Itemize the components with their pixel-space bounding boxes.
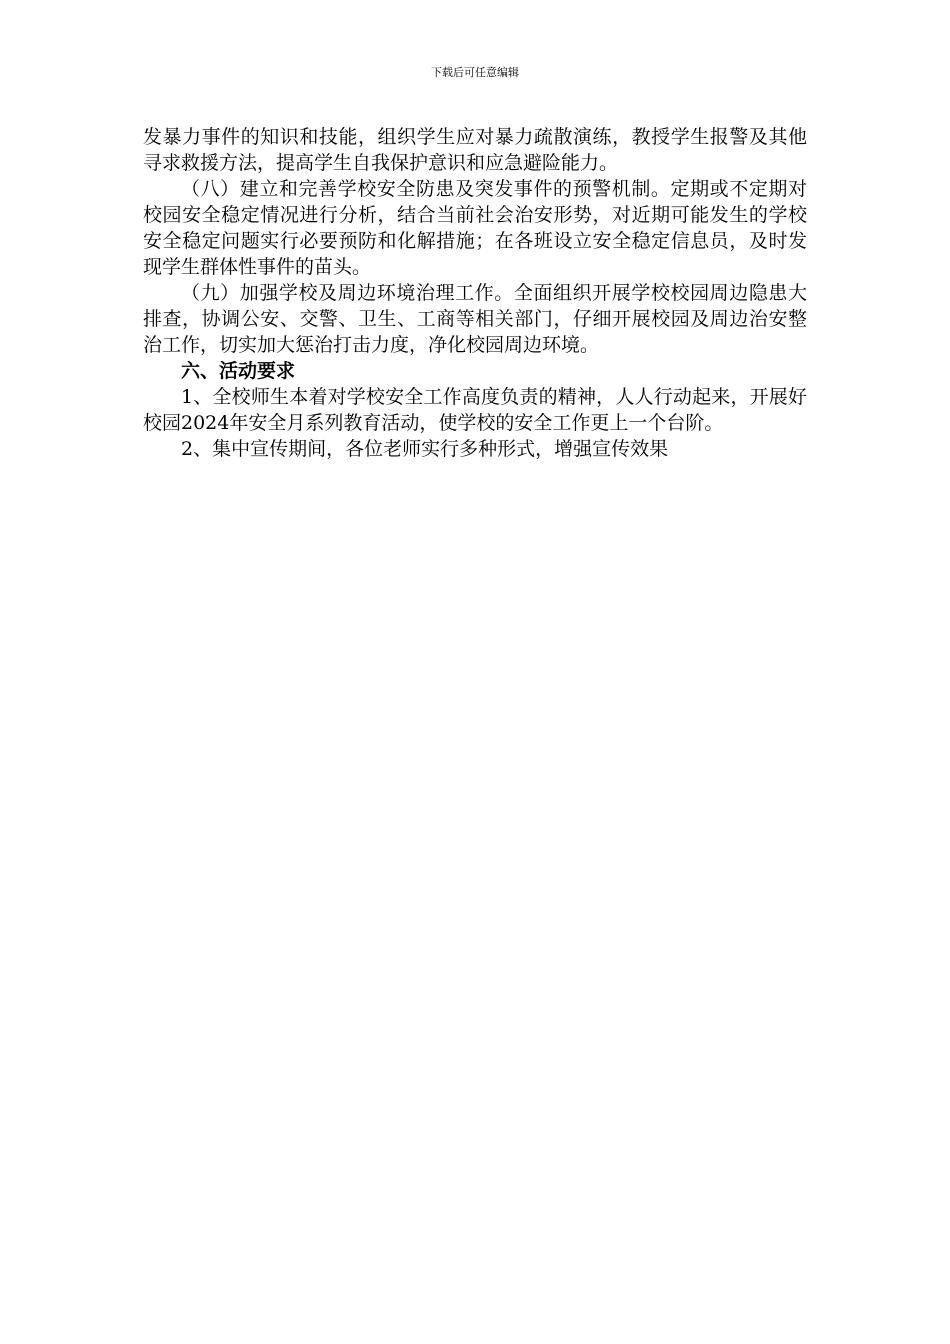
page-header: 下载后可任意编辑 (431, 66, 519, 79)
document-body (143, 124, 807, 462)
paragraph-item-8: （八）建立和完善学校安全防患及突发事件的预警机制。定期或不定期对校园安全稳定情况进行分析，结合当前社会治安形势，对近期可能发生的学校安全稳定问题实行必要预防和化解措施；在各班设立安全稳定信息员，及时发现学生群体性事件的苗头。 (143, 178, 807, 278)
paragraph-continuation: 发暴力事件的知识和技能，组织学生应对暴力疏散演练，教授学生报警及其他寻求救援方法，提高学生自我保护意识和应急避险能力。 (143, 126, 807, 174)
paragraph-item-9: （九）加强学校及周边环境治理工作。全面组织开展学校校园周边隐患大排查，协调公安、交警、卫生、工商等相关部门，仔细开展校园及周边治安整治工作，切实加大惩治打击力度，净化校园周边环境。 (143, 282, 807, 356)
requirement-item-1: 1、全校师生本着对学校安全工作高度负责的精神，人人行动起来，开展好校园2024年安全月系列教育活动，使学校的安全工作更上一个台阶。 (143, 386, 807, 434)
section-heading: 六、活动要求 (181, 360, 296, 382)
requirement-item-2: 2、集中宣传期间，各位老师实行多种形式，增强宣传效果 (181, 438, 669, 460)
